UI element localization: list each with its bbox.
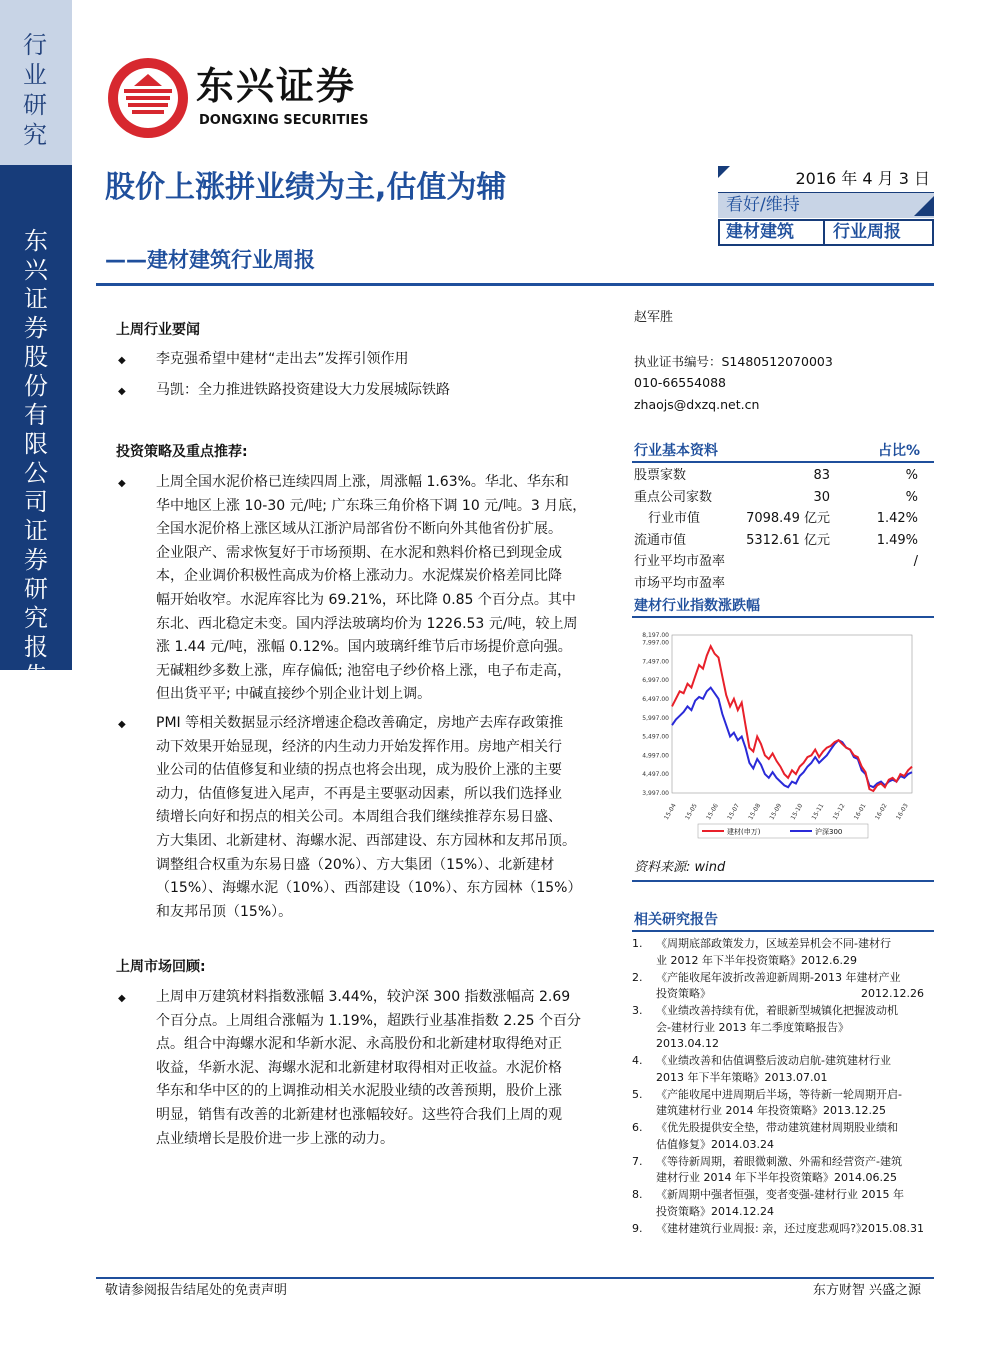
x-tick-label: 15-09 [768,802,784,822]
paragraph-line: 方大集团、北新建材、海螺水泥、西部建设、东方园林和友邦吊顶。 [156,833,576,849]
bullet-icon: ◆ [118,355,126,366]
industry-table-title: 行业基本资料 [634,443,718,459]
report-item[interactable] [632,1221,932,1238]
series-line [672,646,912,791]
table-cell-value: 7098.49 亿元 [746,511,830,527]
paragraph-line: 东北、西北稳定未变。国内浮法玻璃均价为 1226.53 元/吨，较上周 [156,615,578,632]
table-row [632,487,934,508]
legend-label: 沪深300 [815,828,843,836]
report-title-line: 《业绩改善和估值调整后波动启航-建筑建材行业 [656,1054,891,1067]
x-tick-label: 15-05 [684,802,699,822]
table-row [632,465,934,486]
table-cell-name: 行业市值 [648,511,701,527]
chart-source: 资料来源: wind [634,860,726,875]
y-tick-label: 6,497.00 [642,695,669,703]
report-title-line: 《建材建筑行业周报: 亲，还过度悲观吗?》 [656,1221,868,1235]
report-number: 2. [632,970,643,984]
report-item[interactable] [632,1087,932,1120]
market-heading: 上周市场回顾: [116,959,206,975]
rating-label: 看好/维持 [726,195,800,215]
report-title-line: 《业绩改善持续有优，着眼新型城镇化把握波动机 [656,1004,898,1017]
paragraph-line: 幅开始收窄。水泥库容比为 69.21%，环比降 0.85 个百分点。其中 [156,592,576,608]
paragraph-line: 上周全国水泥价格已连续四周上涨，周涨幅 1.63%。华北、华东和 [156,474,569,490]
paragraph-line: 企业限产、需求恢复好于市场预期、在水泥和熟料价格已到现金成 [156,544,562,561]
report-title-line: 2013.04.12 [656,1037,719,1050]
report-subtitle: ——建材建筑行业周报 [105,248,315,272]
paragraph-line: 动力，估值修复进入尾声，不再是主要驱动因素，所以我们选择业 [156,785,562,802]
paragraph-line: 全国水泥价格上涨区域从江浙沪局部省份不断向外其他省份扩展。 [156,521,562,538]
paragraph-line: 上周申万建筑材料指数涨幅 3.44%，较沪深 300 指数涨幅高 2.69 [156,989,571,1005]
rating-bar [718,193,934,218]
report-item[interactable] [632,1120,932,1153]
report-date: 2015.08.31 [861,1221,924,1235]
report-number: 6. [632,1121,643,1134]
table-row [632,573,934,594]
header-divider [96,283,934,286]
analyst-email[interactable]: zhaojs@dxzq.net.cn [634,397,760,412]
report-title-line: 业 2012 年下半年投资策略》2012.6.29 [656,953,857,967]
y-tick-label: 7,497.00 [642,658,669,666]
news-item: 李克强希望中建材“走出去”发挥引领作用 [156,351,409,367]
report-title: 股价上涨拼业绩为主,估值为辅 [105,170,507,205]
y-tick-label: 4,497.00 [642,771,669,779]
x-tick-label: 15-12 [831,802,847,822]
rating-box [718,166,934,246]
industry-table-header [632,439,934,463]
table-cell-value: 30 [813,489,830,505]
report-item[interactable] [632,970,932,1003]
reports-header [632,908,934,932]
reports-title: 相关研究报告 [634,912,718,928]
paragraph-line: 个百分点。上周组合涨幅为 1.19%，超跌行业基准指数 2.25 个百分 [156,1012,581,1029]
report-number: 8. [632,1188,643,1201]
report-title-line: 会-建材行业 2013 年二季度策略报告》 [656,1020,849,1034]
x-tick-label: 15-08 [747,802,763,822]
report-item[interactable] [632,936,932,969]
x-tick-label: 15-07 [726,802,742,822]
table-cell-value: 5312.61 亿元 [746,532,830,548]
table-cell-name: 行业平均市盈率 [634,554,726,570]
y-tick-label: 5,997.00 [642,714,669,722]
report-title-line: 《等待新周期，着眼微刺激、外需和经营资产-建筑 [656,1154,902,1168]
footer-slogan: 东方财智 兴盛之源 [812,1283,921,1298]
table-cell-pct: % [905,468,918,483]
bullet-icon: ◆ [118,478,126,489]
report-title-line: 建筑建材行业 2014 年投资策略》2013.12.25 [656,1104,886,1117]
report-title-line: 《产能收尾年波折改善迎新周期-2013 年建材产业 [656,970,901,984]
analyst-cert: 执业证书编号：S1480512070003 [634,354,833,369]
corner-triangle-icon [914,196,934,216]
table-row [632,551,934,572]
chart-title: 建材行业指数涨跌幅 [634,598,760,614]
report-title-line: 建材行业 2014 年下半年投资策略》2014.06.25 [656,1171,897,1184]
report-item[interactable] [632,1187,932,1220]
paragraph-line: 绩增长向好和拐点的相关公司。本周组合我们继续推荐东易日盛、 [156,809,562,826]
y-tick-label: 8,197.00 [642,632,669,639]
x-tick-label: 15-06 [705,802,720,822]
table-cell-name: 市场平均市盈率 [634,576,726,591]
report-title-line: 估值修复》2014.03.24 [656,1137,774,1151]
report-type-label: 行业周报 [833,222,901,242]
paragraph-line: 和友邦吊顶（15%）。 [156,903,293,920]
x-tick-label: 15-10 [789,802,805,822]
y-tick-label: 4,997.00 [642,752,669,760]
logo-mark [106,56,190,140]
report-item[interactable] [632,1003,932,1053]
category-bar [718,219,934,246]
paragraph-line: PMI 等相关数据显示经济增速企稳改善确定，房地产去库存政策推 [156,715,564,731]
y-tick-label: 7,997.00 [642,639,669,647]
table-cell-name: 股票家数 [634,468,687,483]
sidebar-main-panel [0,165,72,690]
paragraph-line: 点。组合中海螺水泥和华新水泥、永高股份和北新建材取得绝对正 [156,1036,562,1053]
bullet-icon: ◆ [118,719,126,730]
table-cell-pct: / [913,554,918,570]
strategy-heading: 投资策略及重点推荐: [116,444,248,460]
analyst-name: 赵军胜 [634,310,674,325]
table-cell-name: 流通市值 [634,532,687,548]
y-tick-label: 5,497.00 [642,733,669,741]
report-date: 2016 年 4 月 3 日 [795,169,930,188]
paragraph-line: 点业绩增长是股价进一步上涨的动力。 [156,1130,394,1147]
table-cell-name: 重点公司家数 [634,489,713,505]
paragraph-line: 但出货平平; 中碱直接纱个别企业计划上调。 [156,686,432,703]
paragraph-line: 收益，华新水泥、海螺水泥和北新建材取得相对正收益。水泥价格 [156,1059,562,1076]
y-tick-label: 6,997.00 [642,677,669,685]
corner-triangle-icon [718,166,730,178]
report-title-line: 《产能收尾中进周期后半场，等待新一轮周期开启- [656,1087,902,1101]
report-title-line: 投资策略》 [656,987,711,1000]
x-tick-label: 16-02 [873,802,889,822]
industry-table-pct-header: 占比% [877,443,920,459]
report-number: 5. [632,1087,643,1101]
paragraph-line: 明显，销售有改善的北新建材也涨幅较好。这些符合我们上周的观 [156,1107,562,1123]
table-row [632,508,934,529]
sidebar-top-label: 行业研究 [23,31,47,149]
report-date: 2012.12.26 [861,987,924,1000]
report-title-line: 投资策略》2014.12.24 [656,1204,774,1218]
paragraph-line: 本，企业调价积极性高成为价格上涨动力。水泥煤炭价格差同比降 [156,568,562,585]
chart-header [632,594,934,618]
paragraph-line: 涨 1.44 元/吨，涨幅 0.12%。国内玻璃纤维节后市场提价意向强。 [156,639,572,656]
x-tick-label: 15-11 [810,802,826,822]
table-cell-pct: 1.42% [876,511,918,527]
report-number: 4. [632,1054,643,1067]
table-cell-pct: 1.49% [876,532,918,548]
news-item: 马凯：全力推进铁路投资建设大力发展城际铁路 [156,382,450,398]
news-heading: 上周行业要闻 [116,322,200,338]
report-number: 1. [632,937,643,950]
paragraph-line: 无碱粗纱多数上涨，库存偏低; 池窑电子纱价格上涨，电子布走高， [156,662,572,679]
paragraph-line: 华东和华中区的的上调推动相关水泥股业绩的改善预期，股价上涨 [156,1083,562,1100]
report-title-line: 《周期底部政策发力，区域差异机会不同-建材行 [656,937,891,950]
report-title-line: 《新周期中强者恒强，变者变强-建材行业 2015 年 [656,1188,904,1201]
logo-text-cn: 东兴证券 [196,64,357,108]
x-tick-label: 16-01 [852,802,868,822]
paragraph-line: 华中地区上涨 10-30 元/吨; 广东珠三角价格下调 10 元/吨。3 月底， [156,497,587,514]
x-tick-label: 16-03 [894,802,910,822]
x-tick-label: 15-04 [662,802,678,822]
legend-label: 建材(申万) [727,828,761,836]
report-number: 7. [632,1154,643,1168]
table-cell-value: 83 [813,468,830,483]
report-item[interactable] [632,1053,932,1086]
sidebar-main-label: 东兴证券股份有限公司证券研究报告 [24,227,48,690]
bullet-icon: ◆ [118,993,126,1004]
index-chart-svg [632,625,934,853]
sector-label: 建材建筑 [726,222,794,242]
footer-divider [96,1277,934,1279]
report-number: 9. [632,1221,643,1235]
table-row [632,530,934,551]
analyst-phone: 010-66554088 [634,375,726,390]
sidebar-top-panel [0,0,72,165]
y-tick-label: 3,997.00 [642,790,669,797]
paragraph-line: 动下效果开始显现，经济的内生动力开始发挥作用。房地产相关行 [156,738,562,755]
table-cell-pct: % [905,489,918,505]
paragraph-line: 业公司的估值修复和业绩的拐点也将会出现，成为股价上涨的主要 [156,762,562,779]
index-chart [632,625,934,853]
bullet-icon: ◆ [118,386,126,397]
report-title-line: 《优先股提供安全垫，带动建筑建材周期股业绩和 [656,1121,898,1134]
paragraph-line: 调整组合权重为东易日盛（20%）、方大集团（15%）、北新建材 [156,856,555,873]
footer-disclaimer[interactable]: 敬请参阅报告结尾处的免责声明 [105,1283,288,1298]
logo-text-en: DONGXING SECURITIES [199,113,369,128]
report-title-line: 2013 年下半年策略》2013.07.01 [656,1070,828,1084]
paragraph-line: （15%）、海螺水泥（10%）、西部建设（10%）、东方园林（15%） [156,880,582,897]
report-item[interactable] [632,1154,932,1187]
report-number: 3. [632,1004,643,1017]
